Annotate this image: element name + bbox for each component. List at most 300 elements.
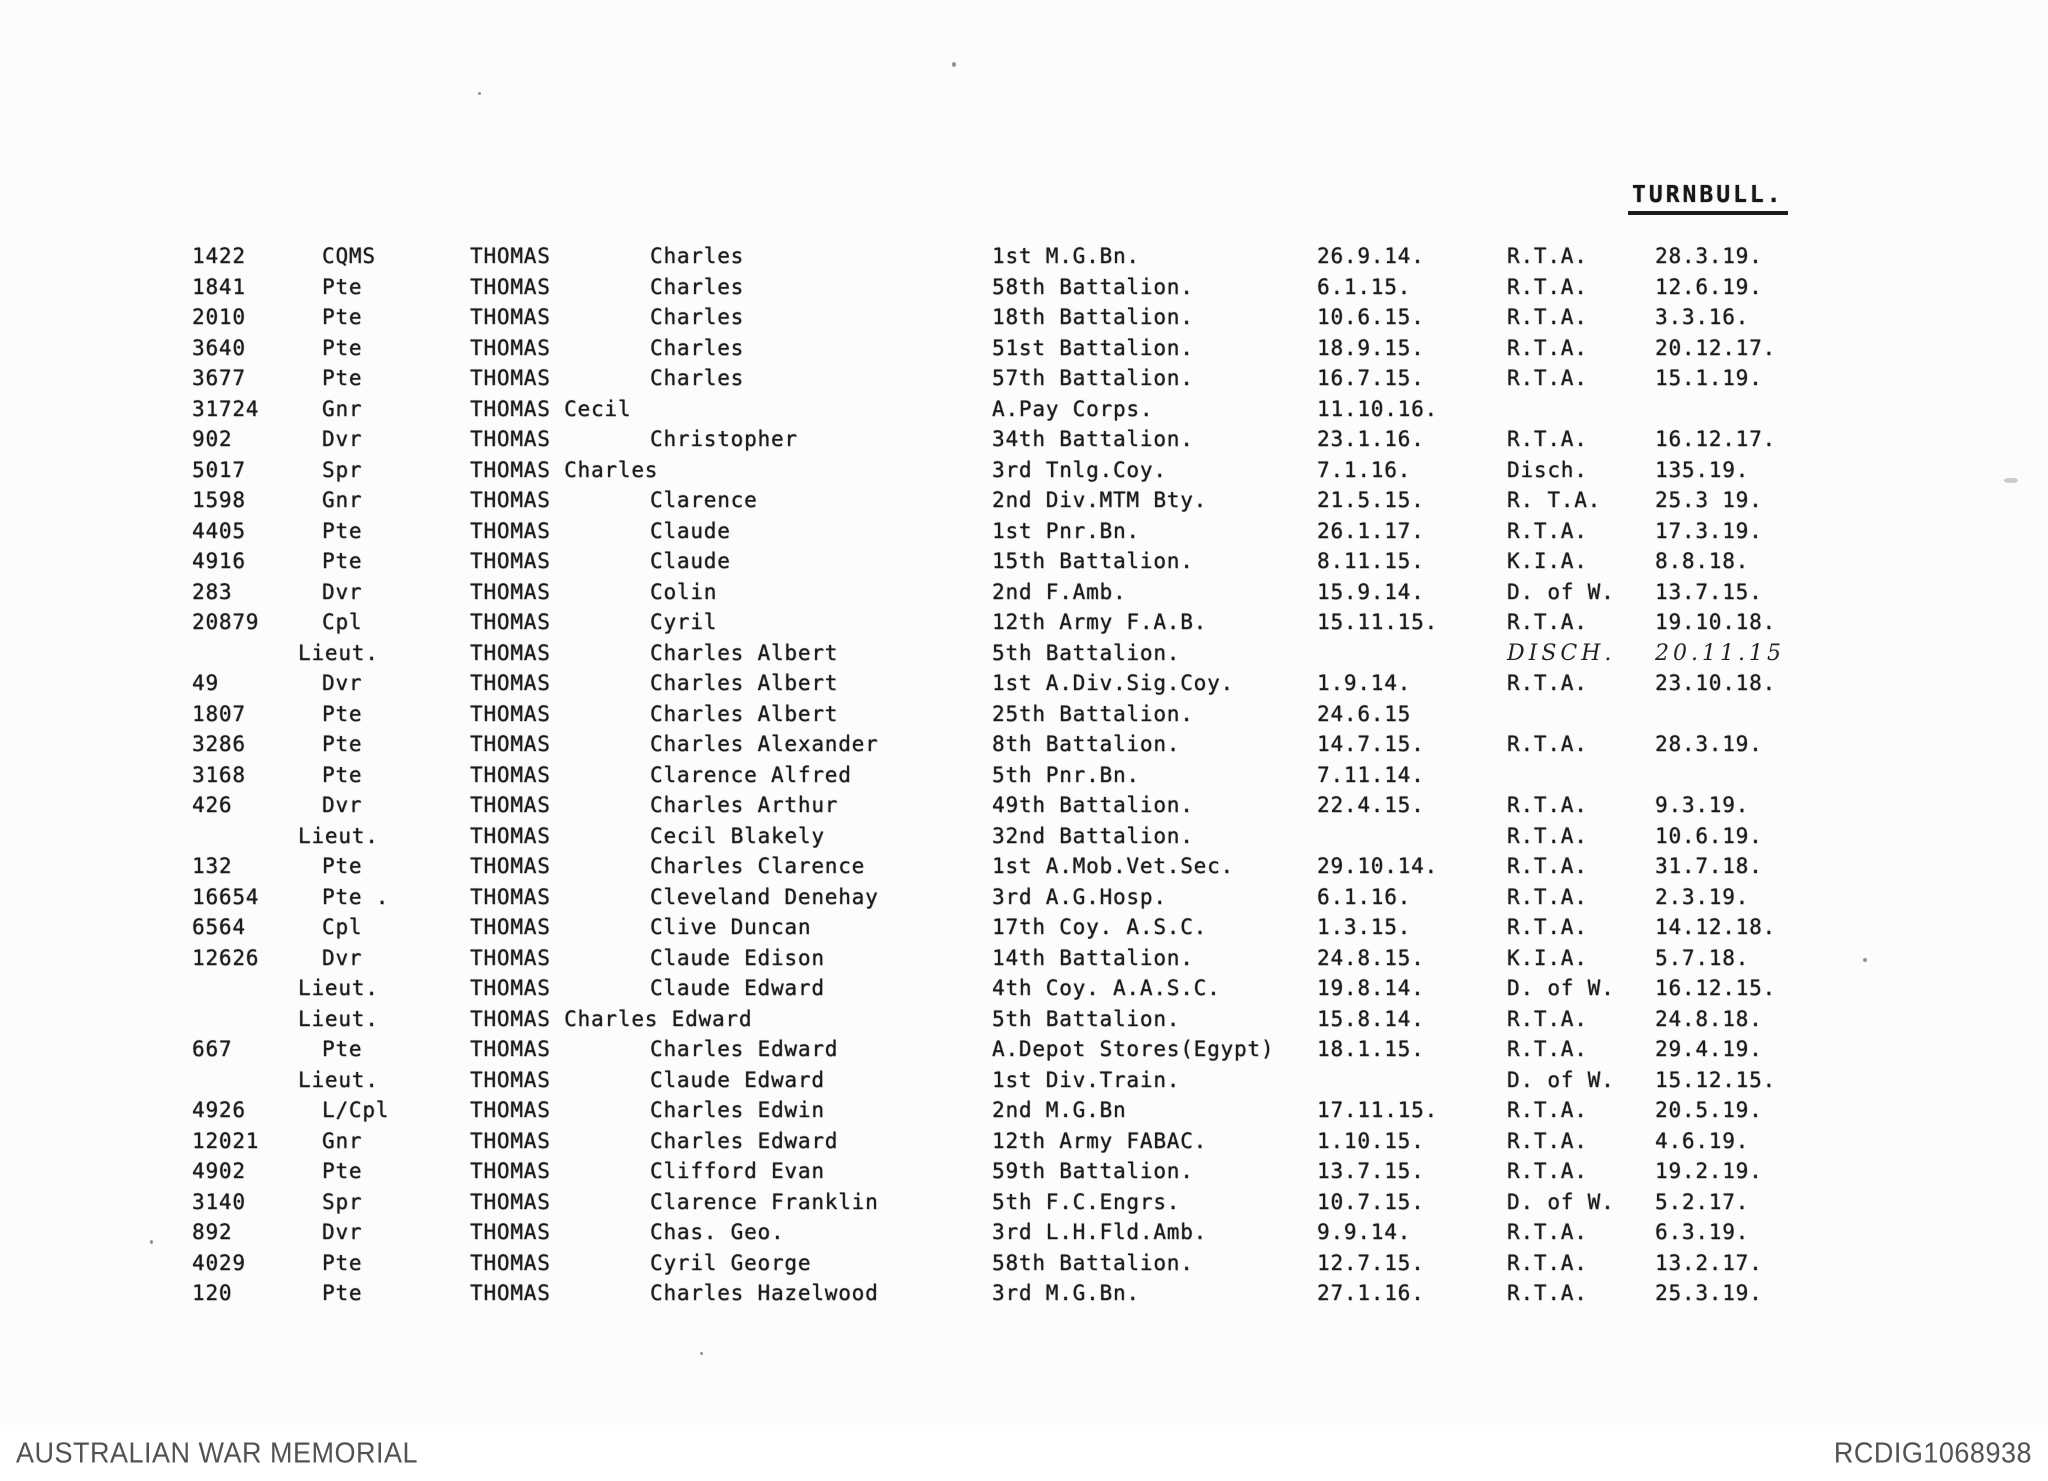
cell-unit: 1st Div.Train. <box>992 1067 1181 1092</box>
cell-enlistment-date: 7.1.16. <box>1317 457 1412 482</box>
cell-unit: 25th Battalion. <box>992 701 1194 726</box>
cell-given-names: Charles Edwin <box>650 1098 825 1122</box>
cell-service-number: 31724 <box>192 396 260 421</box>
cell-enlistment-date: 9.9.14. <box>1317 1220 1412 1244</box>
cell-fate: R.T.A. <box>1507 732 1588 756</box>
cell-unit: 34th Battalion. <box>992 427 1194 451</box>
cell-enlistment-date: 15.9.14. <box>1317 579 1425 604</box>
cell-rank: Pte <box>322 701 363 726</box>
cell-fate-date: 135.19. <box>1655 457 1750 482</box>
cell-unit: 14th Battalion. <box>992 945 1194 970</box>
cell-surname-and-given-names: THOMAS Charles Edward <box>470 1006 753 1031</box>
cell-service-number: 3677 <box>192 366 246 390</box>
cell-fate-date: 13.7.15. <box>1655 579 1763 604</box>
cell-surname-and-given-names: THOMAS Cecil <box>470 396 632 421</box>
cell-rank: Spr <box>322 457 363 482</box>
page-title: TURNBULL. <box>1628 182 1788 215</box>
cell-fate: R.T.A. <box>1507 884 1588 909</box>
table-row <box>192 793 1912 824</box>
cell-surname: THOMAS <box>470 579 551 604</box>
cell-fate-date: 4.6.19. <box>1655 1128 1750 1153</box>
cell-surname: THOMAS <box>470 305 551 329</box>
cell-rank: Pte <box>322 1250 363 1275</box>
cell-enlistment-date: 6.1.16. <box>1317 884 1412 909</box>
cell-given-names: Claude Edward <box>650 976 825 1000</box>
cell-fate: R.T.A. <box>1507 1159 1588 1183</box>
cell-surname: THOMAS <box>470 793 551 817</box>
cell-enlistment-date: 16.7.15. <box>1317 366 1425 390</box>
cell-fate-date: 3.3.16. <box>1655 305 1750 329</box>
cell-service-number: 4926 <box>192 1098 246 1122</box>
cell-rank: Pte <box>322 854 363 878</box>
scan-speck <box>2004 478 2018 483</box>
cell-surname: THOMAS <box>470 945 551 970</box>
table-row <box>192 1129 1912 1160</box>
cell-fate: R.T.A. <box>1507 793 1588 817</box>
cell-fate-date: 24.8.18. <box>1655 1006 1763 1031</box>
cell-fate-date: 23.10.18. <box>1655 671 1776 695</box>
cell-rank: Cpl <box>322 915 363 939</box>
cell-unit: 3rd L.H.Fld.Amb. <box>992 1220 1208 1244</box>
cell-service-number: 3168 <box>192 762 246 787</box>
cell-enlistment-date: 14.7.15. <box>1317 732 1425 756</box>
cell-enlistment-date: 10.7.15. <box>1317 1189 1425 1214</box>
cell-enlistment-date: 13.7.15. <box>1317 1159 1425 1183</box>
cell-enlistment-date: 24.6.15 <box>1317 701 1412 726</box>
cell-fate-date: 19.10.18. <box>1655 610 1776 634</box>
cell-fate-date: 9.3.19. <box>1655 793 1750 817</box>
footer-brand: AUSTRALIAN WAR MEMORIAL <box>16 1436 419 1469</box>
cell-rank: Lieut. <box>298 1006 379 1031</box>
cell-fate: R. T.A. <box>1507 488 1602 512</box>
cell-unit: 4th Coy. A.A.S.C. <box>992 976 1221 1000</box>
cell-service-number: 1841 <box>192 274 246 299</box>
cell-fate: D. of W. <box>1507 1189 1615 1214</box>
cell-enlistment-date: 1.3.15. <box>1317 915 1412 939</box>
cell-fate: D. of W. <box>1507 579 1615 604</box>
cell-service-number: 16654 <box>192 884 260 909</box>
cell-given-names: Charles <box>650 244 745 268</box>
cell-service-number: 3140 <box>192 1189 246 1214</box>
cell-fate: DISCH. <box>1507 640 1616 666</box>
cell-given-names: Clarence Alfred <box>650 762 852 787</box>
cell-surname: THOMAS <box>470 976 551 1000</box>
cell-unit: 12th Army F.A.B. <box>992 610 1208 634</box>
cell-fate-date: 25.3 19. <box>1655 488 1763 512</box>
cell-surname: THOMAS <box>470 915 551 939</box>
cell-surname: THOMAS <box>470 1098 551 1122</box>
cell-given-names: Charles Alexander <box>650 732 879 756</box>
cell-enlistment-date: 12.7.15. <box>1317 1250 1425 1275</box>
cell-unit: 58th Battalion. <box>992 1250 1194 1275</box>
table-row <box>192 397 1912 428</box>
cell-fate: R.T.A. <box>1507 305 1588 329</box>
table-row <box>192 732 1912 763</box>
cell-enlistment-date: 6.1.15. <box>1317 274 1412 299</box>
table-row <box>192 702 1912 733</box>
cell-surname: THOMAS <box>470 244 551 268</box>
cell-rank: Pte <box>322 518 363 543</box>
cell-rank: Pte <box>322 549 363 573</box>
cell-surname: THOMAS <box>470 518 551 543</box>
cell-surname: THOMAS <box>470 610 551 634</box>
table-row <box>192 885 1912 916</box>
cell-surname: THOMAS <box>470 549 551 573</box>
cell-enlistment-date: 21.5.15. <box>1317 488 1425 512</box>
cell-fate-date: 13.2.17. <box>1655 1250 1763 1275</box>
cell-unit: 12th Army FABAC. <box>992 1128 1208 1153</box>
cell-rank: Pte <box>322 732 363 756</box>
cell-service-number: 4029 <box>192 1250 246 1275</box>
cell-given-names: Cleveland Denehay <box>650 884 879 909</box>
cell-given-names: Chas. Geo. <box>650 1220 785 1244</box>
cell-surname: THOMAS <box>470 1250 551 1275</box>
table-row <box>192 763 1912 794</box>
cell-service-number: 6564 <box>192 915 246 939</box>
scan-speck <box>150 1240 153 1244</box>
cell-unit: 3rd Tnlg.Coy. <box>992 457 1167 482</box>
table-row <box>192 1068 1912 1099</box>
cell-rank: Pte . <box>322 884 390 909</box>
cell-fate: D. of W. <box>1507 976 1615 1000</box>
table-row <box>192 915 1912 946</box>
cell-given-names: Claude <box>650 518 731 543</box>
cell-given-names: Clifford Evan <box>650 1159 825 1183</box>
table-row <box>192 336 1912 367</box>
cell-enlistment-date: 1.10.15. <box>1317 1128 1425 1153</box>
cell-enlistment-date: 23.1.16. <box>1317 427 1425 451</box>
cell-given-names: Charles Albert <box>650 701 839 726</box>
table-row <box>192 458 1912 489</box>
cell-service-number: 283 <box>192 579 233 604</box>
cell-fate: R.T.A. <box>1507 335 1588 360</box>
cell-service-number: 132 <box>192 854 233 878</box>
cell-fate-date: 16.12.17. <box>1655 427 1776 451</box>
cell-fate-date: 6.3.19. <box>1655 1220 1750 1244</box>
cell-fate-date: 5.7.18. <box>1655 945 1750 970</box>
cell-given-names: Charles Hazelwood <box>650 1281 879 1305</box>
table-row <box>192 427 1912 458</box>
cell-given-names: Claude <box>650 549 731 573</box>
scan-speck <box>478 92 481 95</box>
cell-fate: D. of W. <box>1507 1067 1615 1092</box>
cell-enlistment-date: 24.8.15. <box>1317 945 1425 970</box>
cell-unit: 5th Battalion. <box>992 1006 1181 1031</box>
table-row <box>192 549 1912 580</box>
cell-surname: THOMAS <box>470 732 551 756</box>
cell-enlistment-date: 15.8.14. <box>1317 1006 1425 1031</box>
cell-enlistment-date: 19.8.14. <box>1317 976 1425 1000</box>
cell-service-number: 4916 <box>192 549 246 573</box>
cell-fate: R.T.A. <box>1507 366 1588 390</box>
cell-unit: 5th Pnr.Bn. <box>992 762 1140 787</box>
cell-fate-date: 28.3.19. <box>1655 732 1763 756</box>
cell-surname: THOMAS <box>470 488 551 512</box>
table-row <box>192 824 1912 855</box>
table-row <box>192 1037 1912 1068</box>
cell-fate-date: 28.3.19. <box>1655 244 1763 268</box>
cell-unit: A.Depot Stores(Egypt) <box>992 1037 1275 1061</box>
cell-service-number: 1807 <box>192 701 246 726</box>
table-row <box>192 244 1912 275</box>
table-row <box>192 1098 1912 1129</box>
table-row <box>192 1220 1912 1251</box>
cell-given-names: Cecil Blakely <box>650 823 825 848</box>
cell-fate: R.T.A. <box>1507 823 1588 848</box>
roll-table <box>192 244 1912 1312</box>
cell-rank: Pte <box>322 274 363 299</box>
cell-unit: 57th Battalion. <box>992 366 1194 390</box>
cell-rank: Lieut. <box>298 976 379 1000</box>
table-row <box>192 275 1912 306</box>
cell-unit: 1st Pnr.Bn. <box>992 518 1140 543</box>
cell-given-names: Colin <box>650 579 718 604</box>
cell-given-names: Charles Albert <box>650 671 839 695</box>
cell-fate-date: 2.3.19. <box>1655 884 1750 909</box>
cell-unit: 17th Coy. A.S.C. <box>992 915 1208 939</box>
cell-rank: Pte <box>322 1037 363 1061</box>
cell-service-number: 120 <box>192 1281 233 1305</box>
cell-given-names: Charles Clarence <box>650 854 866 878</box>
cell-service-number: 4405 <box>192 518 246 543</box>
table-row <box>192 671 1912 702</box>
cell-unit: 3rd A.G.Hosp. <box>992 884 1167 909</box>
cell-enlistment-date: 1.9.14. <box>1317 671 1412 695</box>
cell-fate: R.T.A. <box>1507 274 1588 299</box>
table-row <box>192 488 1912 519</box>
cell-enlistment-date: 18.9.15. <box>1317 335 1425 360</box>
cell-given-names: Charles <box>650 274 745 299</box>
cell-service-number: 4902 <box>192 1159 246 1183</box>
cell-given-names: Charles <box>650 305 745 329</box>
table-row <box>192 641 1912 672</box>
cell-given-names: Charles Edward <box>650 1037 839 1061</box>
cell-fate-date: 8.8.18. <box>1655 549 1750 573</box>
cell-surname: THOMAS <box>470 1037 551 1061</box>
cell-given-names: Charles Albert <box>650 640 839 665</box>
cell-rank: Lieut. <box>298 640 379 665</box>
cell-surname: THOMAS <box>470 1189 551 1214</box>
cell-rank: Dvr <box>322 427 363 451</box>
cell-fate-date: 15.1.19. <box>1655 366 1763 390</box>
table-row <box>192 946 1912 977</box>
cell-rank: Gnr <box>322 396 363 421</box>
cell-unit: 51st Battalion. <box>992 335 1194 360</box>
cell-unit: 58th Battalion. <box>992 274 1194 299</box>
cell-rank: Gnr <box>322 488 363 512</box>
cell-fate-date: 14.12.18. <box>1655 915 1776 939</box>
cell-surname-and-given-names: THOMAS Charles <box>470 457 659 482</box>
cell-rank: Pte <box>322 366 363 390</box>
cell-fate-date: 29.4.19. <box>1655 1037 1763 1061</box>
cell-given-names: Charles Arthur <box>650 793 839 817</box>
cell-service-number: 49 <box>192 671 219 695</box>
cell-fate: R.T.A. <box>1507 244 1588 268</box>
cell-unit: 18th Battalion. <box>992 305 1194 329</box>
cell-service-number: 12626 <box>192 945 260 970</box>
table-row <box>192 976 1912 1007</box>
cell-given-names: Clarence Franklin <box>650 1189 879 1214</box>
cell-rank: Gnr <box>322 1128 363 1153</box>
cell-service-number: 667 <box>192 1037 233 1061</box>
cell-fate-date: 25.3.19. <box>1655 1281 1763 1305</box>
cell-enlistment-date: 8.11.15. <box>1317 549 1425 573</box>
cell-service-number: 902 <box>192 427 233 451</box>
scan-speck <box>952 62 956 67</box>
cell-surname: THOMAS <box>470 884 551 909</box>
cell-service-number: 892 <box>192 1220 233 1244</box>
cell-unit: 2nd F.Amb. <box>992 579 1127 604</box>
cell-enlistment-date: 27.1.16. <box>1317 1281 1425 1305</box>
cell-unit: 15th Battalion. <box>992 549 1194 573</box>
cell-given-names: Charles Edward <box>650 1128 839 1153</box>
cell-service-number: 1422 <box>192 244 246 268</box>
cell-given-names: Christopher <box>650 427 798 451</box>
cell-fate: R.T.A. <box>1507 1037 1588 1061</box>
cell-enlistment-date: 29.10.14. <box>1317 854 1438 878</box>
cell-surname: THOMAS <box>470 1159 551 1183</box>
cell-enlistment-date: 17.11.15. <box>1317 1098 1438 1122</box>
cell-rank: Spr <box>322 1189 363 1214</box>
cell-service-number: 1598 <box>192 488 246 512</box>
cell-enlistment-date: 7.11.14. <box>1317 762 1425 787</box>
cell-unit: A.Pay Corps. <box>992 396 1154 421</box>
cell-fate: R.T.A. <box>1507 1128 1588 1153</box>
cell-fate-date: 16.12.15. <box>1655 976 1776 1000</box>
table-row <box>192 610 1912 641</box>
cell-rank: Lieut. <box>298 1067 379 1092</box>
cell-surname: THOMAS <box>470 335 551 360</box>
cell-enlistment-date: 18.1.15. <box>1317 1037 1425 1061</box>
cell-surname: THOMAS <box>470 1281 551 1305</box>
cell-fate: R.T.A. <box>1507 610 1588 634</box>
cell-given-names: Claude Edward <box>650 1067 825 1092</box>
cell-fate-date: 20.11.15 <box>1655 640 1785 666</box>
cell-fate-date: 31.7.18. <box>1655 854 1763 878</box>
cell-fate-date: 20.5.19. <box>1655 1098 1763 1122</box>
table-row <box>192 1251 1912 1282</box>
cell-rank: Dvr <box>322 793 363 817</box>
cell-rank: Dvr <box>322 671 363 695</box>
cell-unit: 2nd M.G.Bn <box>992 1098 1127 1122</box>
cell-given-names: Cyril <box>650 610 718 634</box>
cell-given-names: Clive Duncan <box>650 915 812 939</box>
cell-enlistment-date: 10.6.15. <box>1317 305 1425 329</box>
scan-speck <box>700 1352 703 1355</box>
cell-given-names: Charles <box>650 366 745 390</box>
cell-surname: THOMAS <box>470 366 551 390</box>
cell-fate-date: 15.12.15. <box>1655 1067 1776 1092</box>
cell-enlistment-date: 26.1.17. <box>1317 518 1425 543</box>
cell-unit: 2nd Div.MTM Bty. <box>992 488 1208 512</box>
cell-rank: Lieut. <box>298 823 379 848</box>
table-row <box>192 1007 1912 1038</box>
cell-rank: Dvr <box>322 579 363 604</box>
cell-surname: THOMAS <box>470 1220 551 1244</box>
cell-rank: Pte <box>322 305 363 329</box>
cell-unit: 1st A.Mob.Vet.Sec. <box>992 854 1234 878</box>
table-row <box>192 1190 1912 1221</box>
cell-fate: R.T.A. <box>1507 518 1588 543</box>
table-row <box>192 519 1912 550</box>
table-row <box>192 305 1912 336</box>
table-row <box>192 366 1912 397</box>
cell-given-names: Claude Edison <box>650 945 825 970</box>
cell-surname: THOMAS <box>470 823 551 848</box>
cell-surname: THOMAS <box>470 701 551 726</box>
cell-unit: 8th Battalion. <box>992 732 1181 756</box>
cell-rank: Cpl <box>322 610 363 634</box>
cell-service-number: 12021 <box>192 1128 260 1153</box>
footer <box>0 1425 2048 1481</box>
cell-unit: 1st M.G.Bn. <box>992 244 1140 268</box>
table-row <box>192 1281 1912 1312</box>
footer-document-id: RCDIG1068938 <box>1833 1436 2032 1469</box>
cell-surname: THOMAS <box>470 1067 551 1092</box>
cell-rank: Pte <box>322 1281 363 1305</box>
cell-service-number: 3286 <box>192 732 246 756</box>
cell-service-number: 20879 <box>192 610 260 634</box>
cell-fate: K.I.A. <box>1507 549 1588 573</box>
cell-unit: 5th F.C.Engrs. <box>992 1189 1181 1214</box>
table-row <box>192 854 1912 885</box>
table-row <box>192 580 1912 611</box>
cell-enlistment-date: 26.9.14. <box>1317 244 1425 268</box>
cell-given-names: Charles <box>650 335 745 360</box>
cell-rank: Pte <box>322 335 363 360</box>
cell-enlistment-date: 11.10.16. <box>1317 396 1438 421</box>
cell-service-number: 5017 <box>192 457 246 482</box>
cell-surname: THOMAS <box>470 1128 551 1153</box>
cell-surname: THOMAS <box>470 274 551 299</box>
cell-fate: R.T.A. <box>1507 915 1588 939</box>
cell-surname: THOMAS <box>470 427 551 451</box>
table-row <box>192 1159 1912 1190</box>
cell-rank: Dvr <box>322 1220 363 1244</box>
cell-fate: R.T.A. <box>1507 854 1588 878</box>
cell-fate: Disch. <box>1507 457 1588 482</box>
cell-fate: R.T.A. <box>1507 1281 1588 1305</box>
cell-surname: THOMAS <box>470 671 551 695</box>
cell-fate: R.T.A. <box>1507 1006 1588 1031</box>
cell-fate: R.T.A. <box>1507 1250 1588 1275</box>
cell-fate-date: 19.2.19. <box>1655 1159 1763 1183</box>
cell-given-names: Cyril George <box>650 1250 812 1275</box>
cell-rank: L/Cpl <box>322 1098 390 1122</box>
cell-fate: R.T.A. <box>1507 1220 1588 1244</box>
cell-fate-date: 17.3.19. <box>1655 518 1763 543</box>
cell-surname: THOMAS <box>470 640 551 665</box>
cell-fate: K.I.A. <box>1507 945 1588 970</box>
cell-rank: CQMS <box>322 244 376 268</box>
cell-fate: R.T.A. <box>1507 671 1588 695</box>
cell-service-number: 426 <box>192 793 233 817</box>
cell-fate-date: 12.6.19. <box>1655 274 1763 299</box>
cell-enlistment-date: 15.11.15. <box>1317 610 1438 634</box>
cell-fate-date: 10.6.19. <box>1655 823 1763 848</box>
cell-unit: 49th Battalion. <box>992 793 1194 817</box>
cell-given-names: Clarence <box>650 488 758 512</box>
cell-rank: Pte <box>322 762 363 787</box>
cell-fate-date: 20.12.17. <box>1655 335 1776 360</box>
cell-unit: 32nd Battalion. <box>992 823 1194 848</box>
cell-service-number: 2010 <box>192 305 246 329</box>
cell-surname: THOMAS <box>470 762 551 787</box>
cell-rank: Pte <box>322 1159 363 1183</box>
cell-unit: 3rd M.G.Bn. <box>992 1281 1140 1305</box>
cell-unit: 5th Battalion. <box>992 640 1181 665</box>
cell-fate: R.T.A. <box>1507 427 1588 451</box>
